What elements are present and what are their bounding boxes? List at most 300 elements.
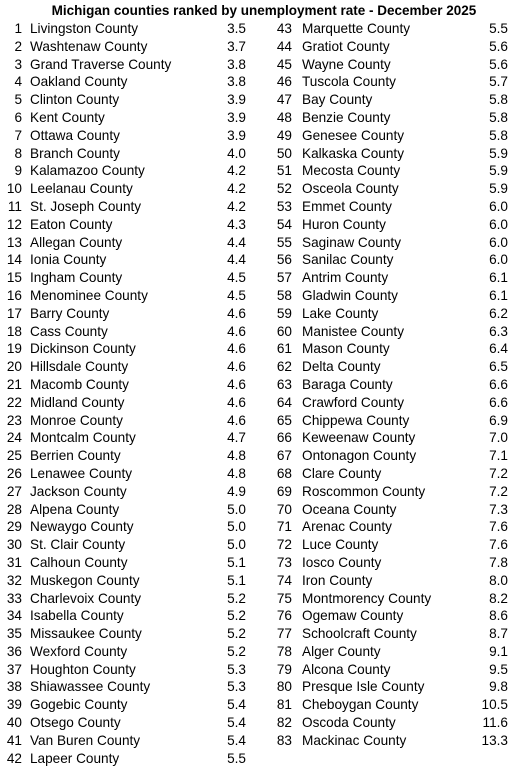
- rank-number: 17: [6, 305, 22, 321]
- unemployment-rate: 4.6: [227, 305, 246, 321]
- county-row: [0, 696, 258, 714]
- unemployment-rate: 5.2: [227, 643, 246, 659]
- rank-number: 77: [276, 626, 292, 642]
- unemployment-rate: 5.3: [227, 661, 246, 677]
- unemployment-rate: 3.8: [227, 56, 246, 72]
- unemployment-rate: 5.5: [489, 21, 508, 36]
- rank-number: 39: [6, 697, 22, 713]
- county-name: Oakland County: [30, 74, 128, 90]
- unemployment-rate: 5.8: [489, 127, 508, 143]
- unemployment-rate: 7.6: [489, 537, 508, 553]
- rank-number: 47: [276, 92, 292, 108]
- unemployment-rate: 10.5: [481, 697, 508, 713]
- county-row: [0, 750, 258, 768]
- rank-number: 6: [14, 109, 22, 125]
- county-row: [270, 305, 528, 323]
- county-row: [0, 127, 258, 145]
- county-row: [270, 145, 528, 163]
- county-name: Macomb County: [30, 376, 129, 392]
- unemployment-rate: 5.4: [227, 715, 246, 731]
- unemployment-rate: 5.8: [489, 92, 508, 108]
- county-row: [0, 340, 258, 358]
- county-row: [0, 20, 258, 38]
- rank-number: 83: [276, 732, 292, 748]
- rank-number: 20: [6, 359, 22, 375]
- county-row: [270, 38, 528, 56]
- county-name: Manistee County: [302, 323, 405, 339]
- county-row: [0, 269, 258, 287]
- county-row: [270, 447, 528, 465]
- county-name: Sanilac County: [302, 252, 394, 268]
- unemployment-rate: 13.3: [481, 732, 508, 748]
- rank-number: 65: [276, 412, 292, 428]
- county-name: Chippewa County: [302, 412, 410, 428]
- rank-number: 56: [276, 252, 292, 268]
- county-name: Ingham County: [30, 270, 123, 286]
- unemployment-rate: 3.9: [227, 92, 246, 108]
- unemployment-rate: 6.3: [489, 323, 508, 339]
- county-name: Ionia County: [30, 252, 107, 268]
- county-row: [270, 625, 528, 643]
- ranking-column-left: [0, 20, 258, 767]
- county-row: [270, 73, 528, 91]
- county-row: [0, 162, 258, 180]
- county-name: Mackinac County: [302, 732, 407, 748]
- county-name: Mason County: [302, 341, 390, 357]
- rank-number: 11: [7, 198, 22, 214]
- rank-number: 13: [6, 234, 22, 250]
- county-name: Roscommon County: [302, 483, 426, 499]
- unemployment-rate: 4.5: [227, 287, 246, 303]
- county-name: Alger County: [302, 643, 381, 659]
- county-name: Shiawassee County: [30, 679, 151, 695]
- unemployment-rate: 5.8: [489, 109, 508, 125]
- county-row: [270, 394, 528, 412]
- county-row: [0, 518, 258, 536]
- unemployment-rate: 5.5: [227, 750, 246, 766]
- county-row: [270, 162, 528, 180]
- rank-number: 60: [276, 323, 292, 339]
- unemployment-rate: 6.5: [489, 359, 508, 375]
- page-title: Michigan counties ranked by unemployment rate - December 2025: [51, 3, 477, 18]
- rank-number: 44: [276, 38, 292, 54]
- rank-number: 12: [6, 216, 22, 232]
- county-row: [0, 447, 258, 465]
- county-row: [0, 216, 258, 234]
- county-name: St. Joseph County: [30, 198, 142, 214]
- rank-number: 28: [6, 501, 22, 517]
- unemployment-rate: 6.9: [489, 412, 508, 428]
- rank-number: 52: [276, 181, 292, 197]
- rank-number: 49: [276, 127, 292, 143]
- county-row: [270, 714, 528, 732]
- rank-number: 14: [6, 252, 22, 268]
- county-name: Allegan County: [30, 234, 123, 250]
- rank-number: 59: [276, 305, 292, 321]
- unemployment-rate: 7.2: [489, 483, 508, 499]
- county-row: [270, 554, 528, 572]
- unemployment-rate: 6.0: [489, 198, 508, 214]
- rank-number: 19: [6, 341, 22, 357]
- county-row: [0, 661, 258, 679]
- county-row: [270, 732, 528, 750]
- rank-number: 74: [276, 572, 292, 588]
- county-name: Alcona County: [302, 661, 391, 677]
- rank-number: 42: [6, 750, 22, 766]
- unemployment-rate: 5.1: [227, 554, 246, 570]
- county-name: Arenac County: [302, 519, 392, 535]
- unemployment-rate: 7.2: [489, 465, 508, 481]
- rank-number: 64: [276, 394, 292, 410]
- unemployment-rate: 6.6: [489, 376, 508, 392]
- county-row: [270, 20, 528, 38]
- county-row: [0, 180, 258, 198]
- rank-number: 38: [6, 679, 22, 695]
- county-row: [270, 518, 528, 536]
- county-row: [270, 358, 528, 376]
- unemployment-rate: 9.1: [489, 643, 508, 659]
- county-row: [0, 73, 258, 91]
- county-row: [0, 394, 258, 412]
- county-row: [0, 536, 258, 554]
- county-row: [270, 56, 528, 74]
- unemployment-rate: 3.7: [227, 38, 246, 54]
- unemployment-rate: 9.8: [489, 679, 508, 695]
- county-name: Wayne County: [302, 56, 391, 72]
- unemployment-rate: 6.0: [489, 216, 508, 232]
- county-name: Alpena County: [30, 501, 120, 517]
- county-name: Benzie County: [302, 109, 391, 125]
- unemployment-rate: 8.0: [489, 572, 508, 588]
- ranking-column-right: [270, 20, 528, 750]
- county-row: [270, 180, 528, 198]
- rank-number: 75: [276, 590, 292, 606]
- unemployment-rate: 5.6: [489, 38, 508, 54]
- rank-number: 45: [276, 56, 292, 72]
- county-row: [0, 305, 258, 323]
- county-name: Monroe County: [30, 412, 123, 428]
- rank-number: 27: [6, 483, 22, 499]
- county-name: Montcalm County: [30, 430, 136, 446]
- county-row: [270, 323, 528, 341]
- rank-number: 26: [6, 465, 22, 481]
- county-row: [270, 234, 528, 252]
- rank-number: 16: [6, 287, 22, 303]
- unemployment-rate: 7.3: [489, 501, 508, 517]
- county-row: [0, 56, 258, 74]
- county-name: Mecosta County: [302, 163, 401, 179]
- unemployment-rate: 5.9: [489, 181, 508, 197]
- unemployment-rate: 4.6: [227, 323, 246, 339]
- county-name: Muskegon County: [30, 572, 140, 588]
- county-name: Ottawa County: [30, 127, 120, 143]
- rank-number: 33: [6, 590, 22, 606]
- unemployment-rate: 3.8: [227, 74, 246, 90]
- rank-number: 57: [276, 270, 292, 286]
- county-row: [270, 607, 528, 625]
- rank-number: 51: [276, 163, 292, 179]
- county-name: Barry County: [30, 305, 110, 321]
- county-row: [0, 643, 258, 661]
- unemployment-rate: 6.6: [489, 394, 508, 410]
- unemployment-rate: 5.2: [227, 590, 246, 606]
- rank-number: 79: [276, 661, 292, 677]
- rank-number: 36: [6, 643, 22, 659]
- county-name: St. Clair County: [30, 537, 126, 553]
- county-row: [270, 465, 528, 483]
- county-row: [270, 412, 528, 430]
- rank-number: 55: [276, 234, 292, 250]
- county-name: Calhoun County: [30, 554, 128, 570]
- county-row: [270, 572, 528, 590]
- rank-number: 15: [6, 270, 22, 286]
- county-name: Eaton County: [30, 216, 113, 232]
- rank-number: 72: [276, 537, 292, 553]
- county-name: Cass County: [30, 323, 108, 339]
- unemployment-rate: 5.4: [227, 732, 246, 748]
- unemployment-rate: 8.2: [489, 590, 508, 606]
- rank-number: 50: [276, 145, 292, 161]
- rank-number: 34: [6, 608, 22, 624]
- county-name: Osceola County: [302, 181, 399, 197]
- unemployment-rate: 4.2: [227, 163, 246, 179]
- unemployment-rate: 9.5: [489, 661, 508, 677]
- county-name: Dickinson County: [30, 341, 136, 357]
- unemployment-rate: 5.7: [489, 74, 508, 90]
- rank-number: 24: [6, 430, 22, 446]
- county-name: Ogemaw County: [302, 608, 404, 624]
- county-row: [0, 234, 258, 252]
- county-name: Kent County: [30, 109, 105, 125]
- rank-number: 68: [276, 465, 292, 481]
- rank-number: 81: [276, 697, 292, 713]
- rank-number: 18: [6, 323, 22, 339]
- county-name: Lapeer County: [30, 750, 120, 766]
- unemployment-rate: 4.6: [227, 394, 246, 410]
- county-row: [0, 38, 258, 56]
- rank-number: 58: [276, 287, 292, 303]
- county-name: Lenawee County: [30, 465, 133, 481]
- unemployment-rate: 5.0: [227, 501, 246, 517]
- unemployment-rate: 4.9: [227, 483, 246, 499]
- unemployment-rate: 7.8: [489, 554, 508, 570]
- county-row: [270, 216, 528, 234]
- rank-number: 66: [276, 430, 292, 446]
- unemployment-rate: 4.6: [227, 412, 246, 428]
- county-row: [0, 607, 258, 625]
- rank-number: 46: [276, 74, 292, 90]
- unemployment-rate: 8.6: [489, 608, 508, 624]
- county-row: [0, 91, 258, 109]
- unemployment-rate: 5.6: [489, 56, 508, 72]
- rank-number: 63: [276, 376, 292, 392]
- county-name: Gladwin County: [302, 287, 398, 303]
- unemployment-rate: 5.2: [227, 626, 246, 642]
- county-row: [270, 483, 528, 501]
- county-row: [0, 501, 258, 519]
- county-name: Kalamazoo County: [30, 163, 145, 179]
- county-name: Van Buren County: [30, 732, 141, 748]
- county-name: Clinton County: [30, 92, 120, 108]
- county-name: Gratiot County: [302, 38, 390, 54]
- county-name: Lake County: [302, 305, 379, 321]
- rank-number: 8: [14, 145, 22, 161]
- county-name: Cheboygan County: [302, 697, 419, 713]
- county-name: Wexford County: [30, 643, 128, 659]
- unemployment-rate: 6.0: [489, 252, 508, 268]
- rank-number: 10: [6, 181, 22, 197]
- county-name: Genesee County: [302, 127, 405, 143]
- county-row: [0, 483, 258, 501]
- unemployment-rate: 5.4: [227, 697, 246, 713]
- county-name: Leelanau County: [30, 181, 133, 197]
- county-name: Otsego County: [30, 715, 121, 731]
- county-name: Marquette County: [302, 21, 411, 36]
- county-row: [0, 287, 258, 305]
- county-name: Isabella County: [30, 608, 124, 624]
- unemployment-rate: 3.5: [227, 21, 246, 36]
- unemployment-rate: 6.1: [489, 287, 508, 303]
- rank-number: 1: [14, 21, 22, 36]
- rank-number: 25: [6, 448, 22, 464]
- rank-number: 21: [6, 376, 22, 392]
- unemployment-rate: 4.6: [227, 359, 246, 375]
- unemployment-rate: 6.0: [489, 234, 508, 250]
- rank-number: 22: [6, 394, 22, 410]
- rank-number: 9: [14, 163, 22, 179]
- county-row: [0, 590, 258, 608]
- county-row: [270, 127, 528, 145]
- county-name: Huron County: [302, 216, 386, 232]
- unemployment-rate: 4.6: [227, 341, 246, 357]
- unemployment-rate: 6.2: [489, 305, 508, 321]
- rank-number: 48: [276, 109, 292, 125]
- county-row: [270, 429, 528, 447]
- county-name: Delta County: [302, 359, 381, 375]
- rank-number: 71: [276, 519, 292, 535]
- unemployment-rate: 4.3: [227, 216, 246, 232]
- county-name: Newaygo County: [30, 519, 134, 535]
- unemployment-rate: 7.1: [489, 448, 508, 464]
- unemployment-rate: 7.6: [489, 519, 508, 535]
- rank-number: 69: [276, 483, 292, 499]
- unemployment-rate: 5.9: [489, 145, 508, 161]
- county-name: Charlevoix County: [30, 590, 142, 606]
- county-row: [0, 358, 258, 376]
- rank-number: 31: [6, 554, 22, 570]
- unemployment-rate: 4.0: [227, 145, 246, 161]
- unemployment-rate: 5.3: [227, 679, 246, 695]
- county-name: Livingston County: [30, 21, 139, 36]
- county-row: [270, 251, 528, 269]
- county-row: [0, 732, 258, 750]
- county-name: Antrim County: [302, 270, 389, 286]
- unemployment-rate: 3.9: [227, 109, 246, 125]
- unemployment-rate: 8.7: [489, 626, 508, 642]
- rank-number: 37: [6, 661, 22, 677]
- rank-number: 32: [6, 572, 22, 588]
- county-name: Gogebic County: [30, 697, 128, 713]
- county-name: Menominee County: [30, 287, 148, 303]
- county-name: Crawford County: [302, 394, 404, 410]
- unemployment-rate: 3.9: [227, 127, 246, 143]
- rank-number: 78: [276, 643, 292, 659]
- unemployment-rate: 4.6: [227, 376, 246, 392]
- county-name: Emmet County: [302, 198, 392, 214]
- county-name: Grand Traverse County: [30, 56, 172, 72]
- county-name: Baraga County: [302, 376, 393, 392]
- county-name: Keweenaw County: [302, 430, 416, 446]
- county-name: Hillsdale County: [30, 359, 129, 375]
- county-name: Bay County: [302, 92, 373, 108]
- unemployment-rate: 5.0: [227, 537, 246, 553]
- rank-number: 5: [14, 92, 22, 108]
- county-row: [270, 678, 528, 696]
- rank-number: 62: [276, 359, 292, 375]
- unemployment-rate: 4.4: [227, 252, 246, 268]
- county-name: Montmorency County: [302, 590, 432, 606]
- county-name: Jackson County: [30, 483, 127, 499]
- rank-number: 4: [14, 74, 22, 90]
- rank-number: 53: [276, 198, 292, 214]
- unemployment-rate: 6.4: [489, 341, 508, 357]
- county-row: [0, 376, 258, 394]
- county-name: Oceana County: [302, 501, 397, 517]
- county-row: [0, 145, 258, 163]
- rank-number: 82: [276, 715, 292, 731]
- county-name: Presque Isle County: [302, 679, 425, 695]
- county-row: [270, 643, 528, 661]
- county-name: Clare County: [302, 465, 382, 481]
- county-row: [0, 429, 258, 447]
- county-name: Ontonagon County: [302, 448, 417, 464]
- rank-number: 29: [6, 519, 22, 535]
- rank-number: 7: [14, 127, 22, 143]
- rank-number: 54: [276, 216, 292, 232]
- unemployment-rate: 7.0: [489, 430, 508, 446]
- county-name: Washtenaw County: [30, 38, 148, 54]
- rank-number: 30: [6, 537, 22, 553]
- unemployment-rate: 4.8: [227, 448, 246, 464]
- unemployment-rate: 5.2: [227, 608, 246, 624]
- county-row: [270, 696, 528, 714]
- rank-number: 41: [6, 732, 22, 748]
- county-row: [270, 536, 528, 554]
- county-row: [0, 554, 258, 572]
- county-name: Iosco County: [302, 554, 382, 570]
- unemployment-rate: 5.0: [227, 519, 246, 535]
- unemployment-rate: 5.9: [489, 163, 508, 179]
- county-row: [0, 198, 258, 216]
- unemployment-rate: 4.5: [227, 270, 246, 286]
- rank-number: 76: [276, 608, 292, 624]
- county-row: [0, 465, 258, 483]
- county-row: [0, 572, 258, 590]
- unemployment-rate: 6.1: [489, 270, 508, 286]
- rank-number: 35: [6, 626, 22, 642]
- county-row: [270, 109, 528, 127]
- rank-number: 67: [276, 448, 292, 464]
- county-name: Tuscola County: [302, 74, 396, 90]
- unemployment-rate: 4.4: [227, 234, 246, 250]
- rank-number: 43: [276, 21, 292, 36]
- county-name: Houghton County: [30, 661, 136, 677]
- rank-number: 80: [276, 679, 292, 695]
- rank-number: 2: [14, 38, 22, 54]
- county-name: Kalkaska County: [302, 145, 405, 161]
- county-row: [270, 287, 528, 305]
- county-row: [270, 501, 528, 519]
